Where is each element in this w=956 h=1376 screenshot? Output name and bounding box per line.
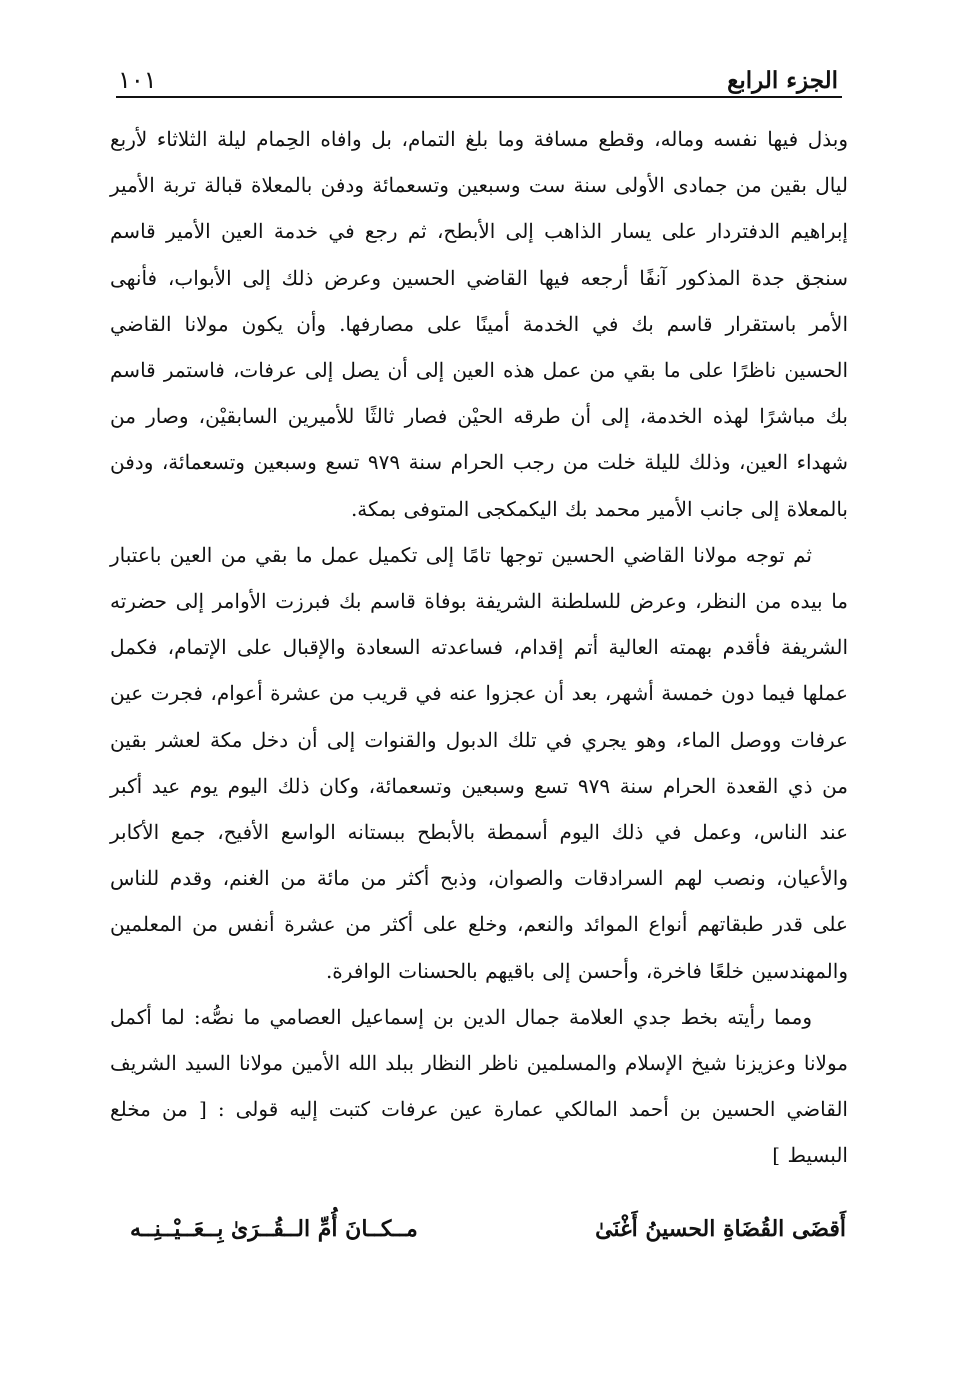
paragraph-2: ثم توجه مولانا القاضي الحسين توجها تامًا إلى تكميل عمل ما بقي من العين باعتبار ما بيده من النظر، وعرض للسلطنة الشريفة بوفاة قاسم بك فبرزت الأوامر إلى حضرته الشريفة فأقدم بهمته العالية أتم إقدام، فساعدته السعادة والإقبال على الإتمام، فكمل عملها فيما دون خمسة أشهر، بعد أن عجزوا عنه في قريب من عشرة أعوام، فجرت عين عرفات ووصل الماء، وهو يجري في تلك الدبول والقنوات إلى أن دخل مكة لعشر بقين من ذي القعدة الحرام سنة ٩٧٩ تسع وسبعين وتسعمائة، وكان ذلك اليوم يوم عيد أكبر عند الناس، وعمل في ذلك اليوم أسمطة بالأبطح ببستانه الواسع الأفيح، جمع الأكابر والأعيان، ونصب لهم السرادقات والصوان، وذبح أكثر من مائة من الغنم، وقدم للناس على قدر طبقاتهم أنواع الموائد والنعم، وخلع على أكثر من عشرة أنفس من المعلمين والمهندسين خلعًا فاخرة، وأحسن إلى باقيهم بالحسنات الوافرة.	[110, 542, 849, 983]
running-title: الجزء الرابع	[727, 67, 838, 94]
body-text	[110, 116, 848, 1179]
verse-second-hemistich: مــكــانَ أُمِّ الــقُــرَىٰ بِــعَــيْــنِــه	[130, 1216, 418, 1242]
paragraph-3: ومما رأيته بخط جدي العلامة جمال الدين بن إسماعيل العصامي ما نصُّه: لما أكمل مولانا وعزيزنا شيخ الإسلام والمسلمين ناظر النظار ببلد الله الأمين مولانا السيد الشريف القاضي الحسين بن أحمد المالكي عمارة عين عرفات كتبت إليه قولى : [ من مخلع البسيط ]	[110, 1004, 848, 1168]
page-number: ١٠١	[118, 66, 157, 94]
poem-verse	[130, 1206, 846, 1252]
page-header	[118, 44, 838, 94]
header-rule	[116, 96, 842, 98]
verse-first-hemistich: أَقضَى القُضَاةِ الحسينُ أَغْنَىٰ	[595, 1216, 846, 1242]
paragraph-1: وبذل فيها نفسه وماله، وقطع مسافة وما بلغ التمام، بل وافاه الحِمام ليلة الثلاثاء لأربع ليال بقين من جمادى الأولى سنة ست وسبعين وتسعمائة ودفن بالمعلاة قبالة تربة الأمير إبراهيم الدفتردار على يسار الذاهب إلى الأبطح، ثم رجع في خدمة العين الأمير قاسم سنجق جدة المذكور آنفًا أرجعه فيها القاضي الحسين وعرض ذلك إلى الأبواب، فأنهى الأمر باستقرار قاسم بك في الخدمة أمينًا على مصارفها. وأن يكون مولانا القاضي الحسين ناظرًا على ما بقي من عمل هذه العين إلى أن يصل إلى عرفات، فاستمر قاسم بك مباشرًا لهذه الخدمة، إلى أن طرقه الحيْن فصار ثالثًا للأميرين السابقيْن، وصار من شهداء العين، وذلك لليلة خلت من رجب الحرام سنة ٩٧٩ تسع وسبعين وتسعمائة، ودفن بالمعلاة إلى جانب الأمير محمد بك اليكمكجى المتوفى بمكة.	[110, 127, 849, 521]
